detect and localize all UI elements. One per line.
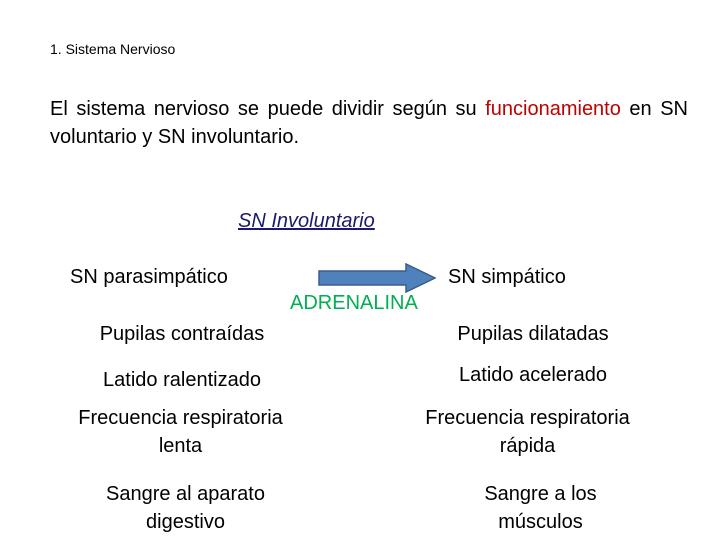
sympathetic-item-heartbeat: Latido acelerado	[459, 364, 607, 386]
adrenalina-label: ADRENALINA	[290, 292, 418, 314]
section-title: 1. Sistema Nervioso	[50, 41, 176, 57]
intro-highlight: funcionamiento	[485, 98, 621, 120]
intro-paragraph	[50, 95, 688, 151]
involuntary-subtitle: SN Involuntario	[238, 210, 375, 232]
sympathetic-item-breathing: Frecuencia respiratoria rápida	[425, 407, 630, 457]
sympathetic-item-pupils: Pupilas dilatadas	[457, 323, 609, 345]
parasympathetic-item-heartbeat: Latido ralentizado	[103, 369, 261, 391]
right-arrow-icon	[318, 263, 436, 293]
intro-text-start: El sistema nervioso se puede dividir según su	[50, 98, 486, 120]
sympathetic-item-blood: Sangre a los músculos	[484, 483, 597, 533]
intro-text-end: en SN voluntario y SN involuntario.	[50, 98, 688, 148]
parasympathetic-item-breathing: Frecuencia respiratoria lenta	[78, 407, 283, 457]
parasympathetic-item-blood: Sangre al aparato digestivo	[105, 483, 265, 533]
parasympathetic-heading: SN parasimpático	[70, 266, 228, 288]
sympathetic-heading: SN simpático	[448, 266, 566, 288]
parasympathetic-item-pupils: Pupilas contraídas	[99, 323, 265, 345]
